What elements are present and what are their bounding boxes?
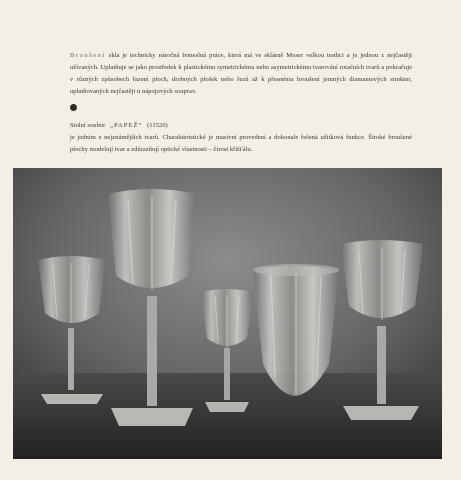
caption-paragraph <box>70 120 412 156</box>
glassware-photo <box>13 168 442 459</box>
caption-set-number: (11520) <box>147 121 168 129</box>
intro-paragraph <box>70 50 412 98</box>
caption-text: je jedním z nejznámějších tvarů. Charakteristické je masivní provedení a dokonale řešená užitková funkce. Široké broušené plochy modelují tvar a zdůrazňují optické vlastnosti – čirost křišťálu. <box>70 133 412 153</box>
intro-lead-word: Broušení <box>70 51 106 59</box>
caption-set-name: „PAPEŽ“ <box>110 121 143 129</box>
intro-text: skla je technicky náročná řemeslná práce, která má ve sklárně Moser velkou tradici a je jednou z nejčastěji užívaných. Uplatňuje se jako prostředek k plastickému symetrickému nebo asymetrickému tvarování rotačních tvarů a pokračuje v různých způsobech řazení ploch, drobných plošek nebo řezů až k přesnému broušení jemných diamantových struktur, uplatňovaných nejčastěji u nápojových souprav. <box>70 51 412 95</box>
bullet-dot <box>70 104 77 111</box>
caption-label: Stolní soubor <box>70 121 106 129</box>
